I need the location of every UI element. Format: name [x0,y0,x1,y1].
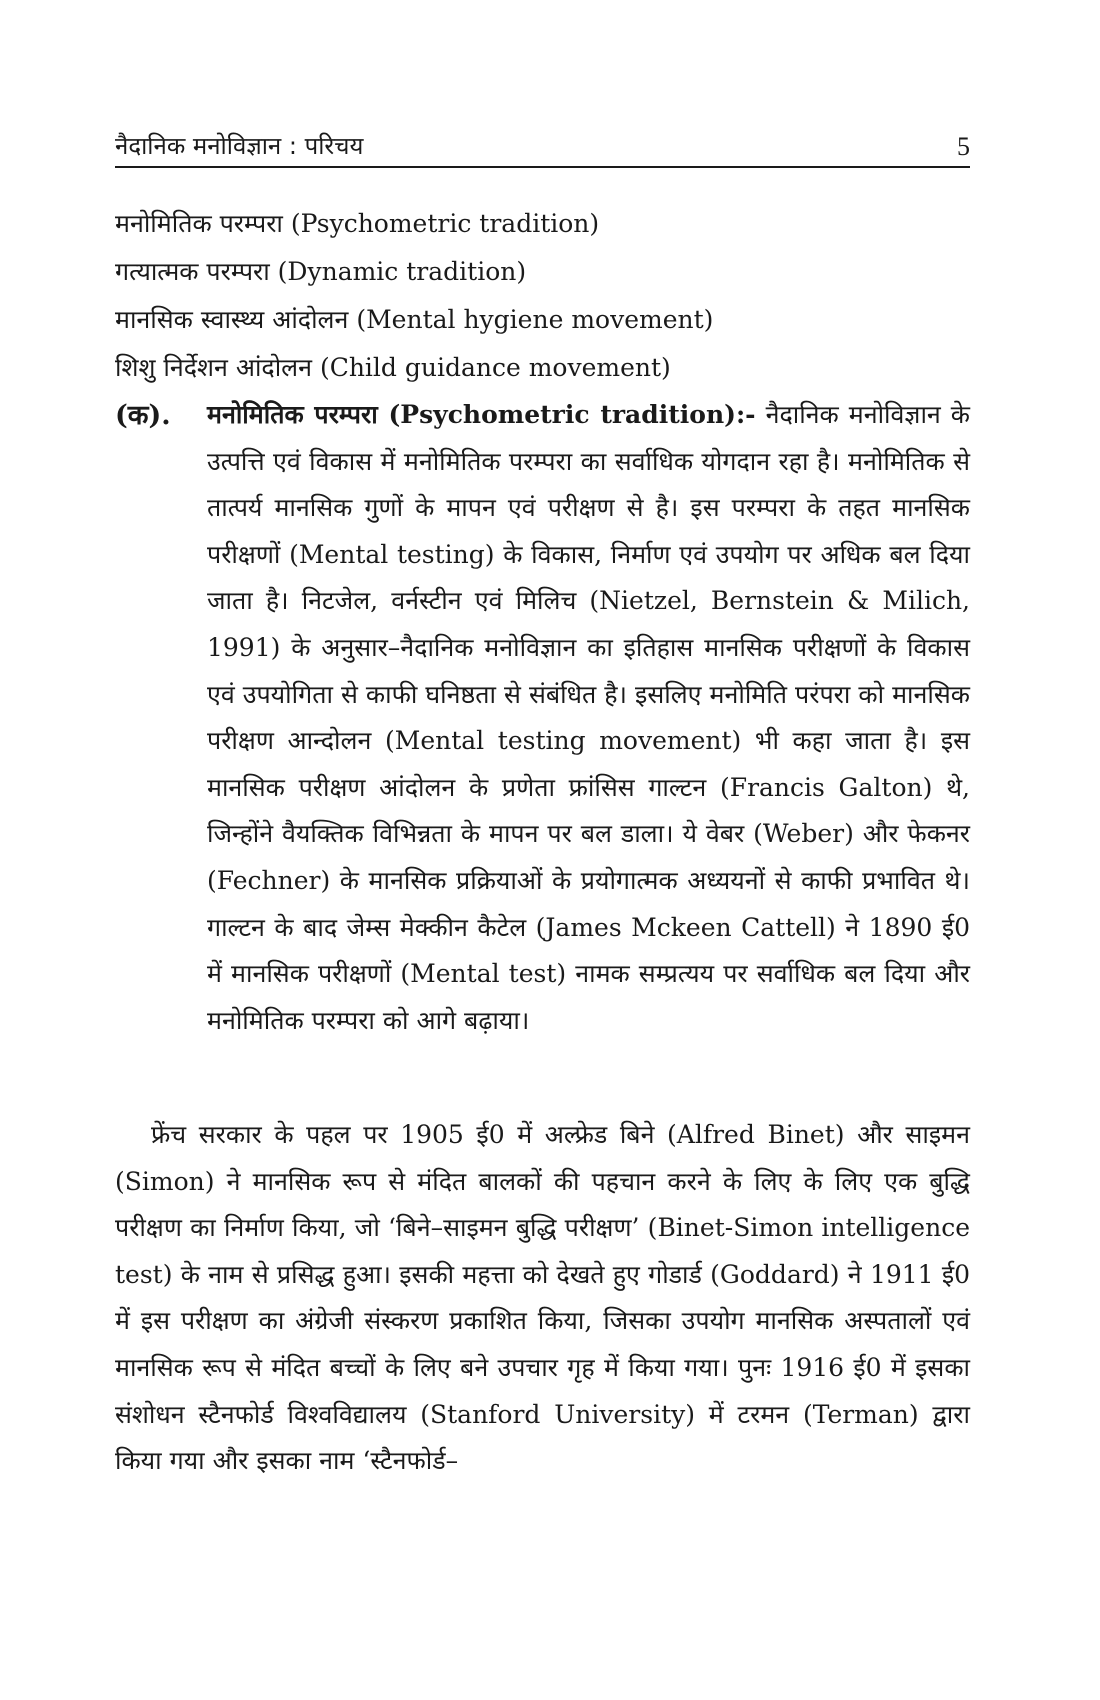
running-header [115,128,970,168]
section-marker: (क). [115,400,171,431]
section-psychometric-tradition [115,392,970,1044]
section-heading: मनोमितिक परम्परा (Psychometric tradition):- [207,400,756,429]
section-body [207,392,970,1044]
chapter-title: नैदानिक मनोविज्ञान : परिचय [115,132,364,160]
section-text: नैदानिक मनोविज्ञान के उत्पत्ति एवं विकास में मनोमितिक परम्परा का सर्वाधिक योगदान रहा है। मनोमितिक से तात्पर्य मानसिक गुणों के मापन एवं परीक्षण से है। इस परम्परा के तहत मानसिक परीक्षणों (Mental testing) के विकास, निर्माण एवं उपयोग पर अधिक बल दिया जाता है। निटजेल, वर्नस्टीन एवं मिलिच (Nietzel, Bernstein & Milich, 1991) के अनुसार–नैदानिक मनोविज्ञान का इतिहास मानसिक परीक्षणों के विकास एवं उपयोगिता से काफी घनिष्ठता से संबंधित है। इसलिए मनोमिति परंपरा को मानसिक परीक्षण आन्दोलन (Mental testing movement) भी कहा जाता है। इस मानसिक परीक्षण आंदोलन के प्रणेता फ्रांसिस गाल्टन (Francis Galton) थे, जिन्होंने वैयक्तिक विभिन्नता के मापन पर बल डाला। ये वेबर (Weber) और फेकनर (Fechner) के मानसिक प्रक्रियाओं के प्रयोगात्मक अध्ययनों से काफी प्रभावित थे। गाल्टन के बाद जेम्स मेक्कीन कैटेल (James Mckeen Cattell) ने 1890 ई0 में मानसिक परीक्षणों (Mental test) नामक सम्प्रत्यय पर सर्वाधिक बल दिया और मनोमितिक परम्परा को आगे बढ़ाया। [207,400,970,1035]
topic-list [115,200,970,392]
topic-item: गत्यात्मक परम्परा (Dynamic tradition) [115,257,527,286]
topic-item: मनोमितिक परम्परा (Psychometric tradition) [115,209,600,238]
topic-item: शिशु निर्देशन आंदोलन (Child guidance movement) [115,353,671,382]
page-number: 5 [957,132,970,161]
body-paragraph: फ्रेंच सरकार के पहल पर 1905 ई0 में अल्फ्रेड बिने (Alfred Binet) और साइमन (Simon) ने मानसिक रूप से मंदित बालकों की पहचान करने के लिए के लिए एक बुद्धि परीक्षण का निर्माण किया, जो ‘बिने–साइमन बुद्धि परीक्षण’ (Binet-Simon intelligence test) के नाम से प्रसिद्ध हुआ। इसकी महत्ता को देखते हुए गोडार्ड (Goddard) ने 1911 ई0 में इस परीक्षण का अंग्रेजी संस्करण प्रकाशित किया, जिसका उपयोग मानसिक अस्पतालों एवं मानसिक रूप से मंदित बच्चों के लिए बने उपचार गृह में किया गया। पुनः 1916 ई0 में इसका संशोधन स्टैनफोर्ड विश्वविद्यालय (Stanford University) में टरमन (Terman) द्वारा किया गया और इसका नाम ‘स्टैनफोर्ड– [115,1120,970,1476]
topic-item: मानसिक स्वास्थ्य आंदोलन (Mental hygiene movement) [115,305,714,334]
book-page [115,0,970,1700]
